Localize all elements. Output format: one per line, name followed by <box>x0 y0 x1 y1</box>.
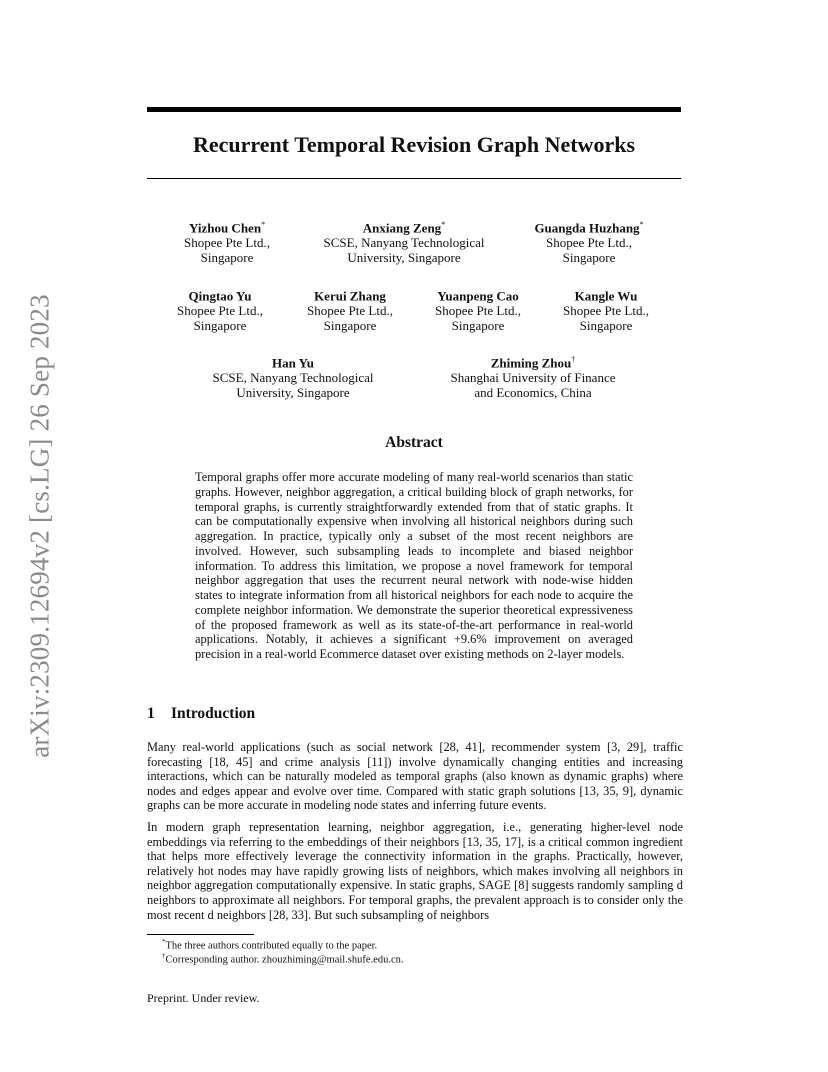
abstract-heading: Abstract <box>385 434 443 451</box>
author-block <box>193 352 393 400</box>
author-name: Kerui Zhang <box>314 288 386 304</box>
author-affiliation: Shopee Pte Ltd., Singapore <box>563 303 649 334</box>
author-block <box>150 217 304 265</box>
section-heading <box>147 705 255 723</box>
author-affiliation: SCSE, Nanyang Technological University, Singapore <box>212 370 374 401</box>
title-rule-top <box>147 107 681 112</box>
abstract-text: Temporal graphs offer more accurate modeling of many real-world scenarios than static graphs. However, neighbor aggregation, a critical building block of graph networks, for temporal graphs, is currently straightforwardly extended from that of static graphs. It can be computationally expensive when involving all historical neighbors during such aggregation. In practice, typically only a subset of the most recent neighbors are involved. However, such subsampling leads to incomplete and biased neighbor information. To address this limitation, we propose a novel framework for temporal neighbor aggregation that uses the recurrent neural network with node-wise hidden states to integrate information from all historical neighbors for each node to acquire the complete neighbor information. We demonstrate the superior theoretical expressiveness of the proposed framework as well as its state-of-the-art performance in real-world applications. Notably, it achieves a significant +9.6% improvement on averaged precision in a real-world Ecommerce dataset over existing methods on 2-layer models. <box>195 470 633 661</box>
section-number: 1 <box>147 705 155 722</box>
footnote-1: *The three authors contributed equally to the paper. <box>162 938 378 952</box>
author-block <box>504 217 674 265</box>
author-block <box>304 217 504 265</box>
author-block <box>160 285 280 333</box>
author-name: Guangda Huzhang* <box>534 220 644 236</box>
arxiv-identifier: arXiv:2309.12694v2 [cs.LG] 26 Sep 2023 <box>24 294 55 758</box>
paper-title: Recurrent Temporal Revision Graph Networks <box>192 132 636 157</box>
author-block <box>418 285 538 333</box>
author-name: Yizhou Chen* <box>188 220 266 236</box>
author-name: Zhiming Zhou† <box>490 355 576 371</box>
author-name: Kangle Wu <box>574 288 638 304</box>
intro-paragraph-2: In modern graph representation learning, neighbor aggregation, i.e., generating higher-level node embeddings via referring to the embeddings of their neighbors [13, 35, 17], is a critical common ingredient that helps more effectively leverage the connectivity information in the graphs. Practically, however, relatively hot nodes may have rapidly growing lists of neighbors, which makes involving all neighbors in neighbor aggregation computationally expensive. In static graphs, SAGE [8] suggests randomly sampling d neighbors to approximate all neighbors. For temporal graphs, the prevalent approach is to consider only the most recent d neighbors [28, 33]. But such subsampling of neighbors <box>147 820 683 922</box>
footnote-rule <box>147 934 254 935</box>
author-block <box>290 285 410 333</box>
intro-paragraph-1: Many real-world applications (such as social network [28, 41], recommender system [3, 29], traffic forecasting [18, 45] and crime analysis [11]) involve dynamically changing entities and increasing interactions, which can be naturally modeled as temporal graphs (also known as dynamic graphs) where nodes and edges appear and evolve over time. Compared with static graph solutions [13, 35, 9], dynamic graphs can be more accurate in modeling node states and inferring future events. <box>147 740 683 813</box>
author-affiliation: Shopee Pte Ltd., Singapore <box>184 235 270 266</box>
author-affiliation: Shopee Pte Ltd., Singapore <box>307 303 393 334</box>
author-name: Anxiang Zeng* <box>362 220 446 236</box>
preprint-notice: Preprint. Under review. <box>147 991 260 1005</box>
author-name: Qingtao Yu <box>188 288 252 304</box>
author-block <box>433 352 633 400</box>
author-block <box>546 285 666 333</box>
author-affiliation: Shopee Pte Ltd., Singapore <box>177 303 263 334</box>
section-title: Introduction <box>171 705 256 722</box>
author-affiliation: SCSE, Nanyang Technological University, Singapore <box>323 235 485 266</box>
author-name: Han Yu <box>271 355 315 371</box>
author-name: Yuanpeng Cao <box>437 288 519 304</box>
author-affiliation: Shopee Pte Ltd., Singapore <box>435 303 521 334</box>
footnote-2: †Corresponding author. zhouzhiming@mail.shufe.edu.cn. <box>162 952 404 966</box>
author-affiliation: Shanghai University of Finance and Economics, China <box>450 370 616 401</box>
title-rule-bottom <box>147 178 681 179</box>
author-affiliation: Shopee Pte Ltd., Singapore <box>546 235 632 266</box>
